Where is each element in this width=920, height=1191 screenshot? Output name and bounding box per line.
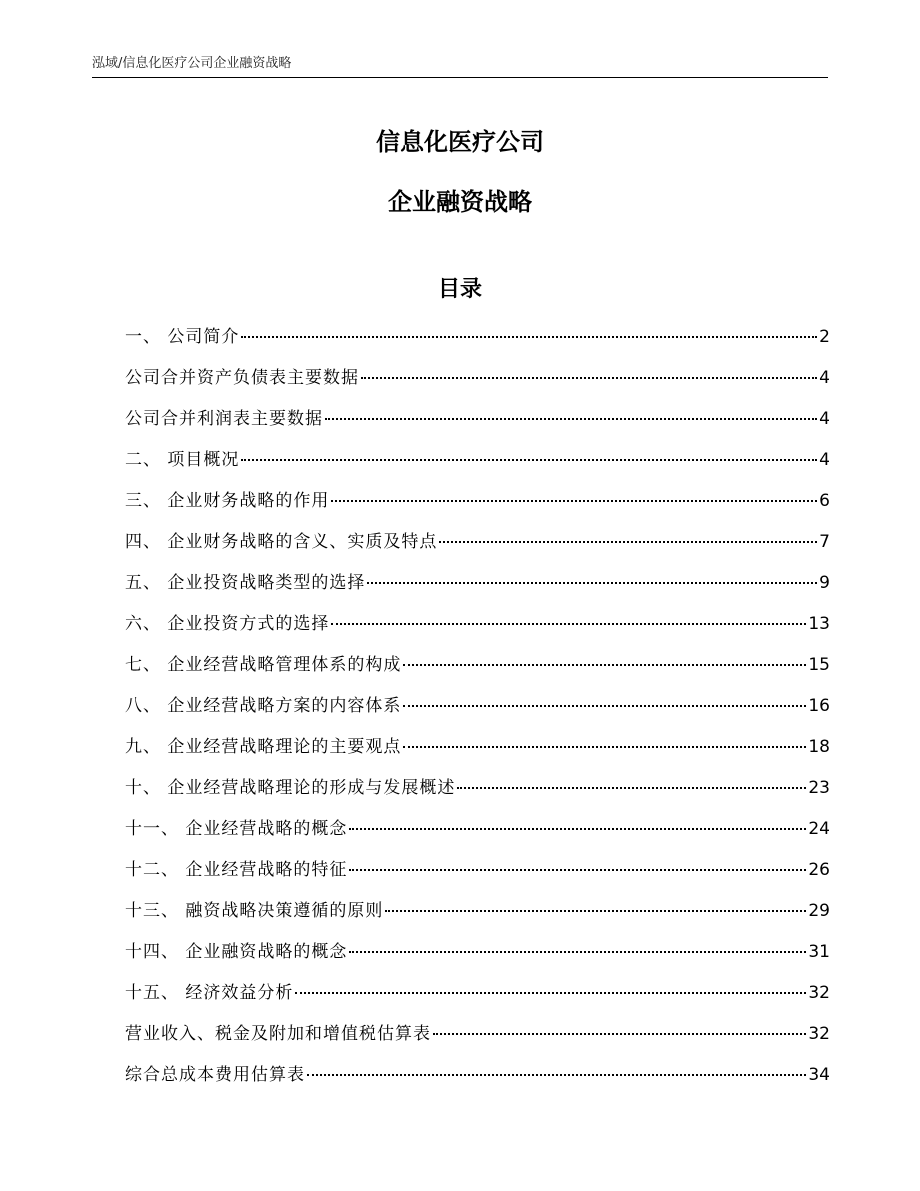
toc-entry[interactable] [125,732,830,773]
toc-leader-dots [403,705,806,707]
toc-entry-label: 五、 企业投资战略类型的选择 [125,573,366,593]
toc-leader-dots [385,910,806,912]
toc-entry-page: 16 [808,696,830,716]
toc-entry-label: 营业收入、税金及附加和增值税估算表 [125,1024,431,1044]
toc-leader-dots [433,1033,806,1035]
toc-entry[interactable] [125,773,830,814]
toc-entry[interactable] [125,814,830,855]
toc-entry-page: 24 [808,819,830,839]
toc-entry[interactable] [125,1060,830,1101]
toc-leader-dots [307,1074,806,1076]
toc-leader-dots [241,336,817,338]
toc-entry-page: 23 [808,778,830,798]
toc-entry[interactable] [125,609,830,650]
toc-entry-label: 六、 企业投资方式的选择 [125,614,330,634]
toc-entry-page: 9 [819,573,830,593]
toc-entry[interactable] [125,568,830,609]
document-title: 信息化医疗公司 [376,128,544,156]
toc-entry-label: 二、 项目概况 [125,450,240,470]
toc-entry-label: 综合总成本费用估算表 [125,1065,305,1085]
toc-entry-page: 2 [819,327,830,347]
toc-entry-page: 26 [808,860,830,880]
toc-leader-dots [403,746,806,748]
toc-leader-dots [439,541,817,543]
toc-entry-page: 32 [808,983,830,1003]
toc-entry-label: 十五、 经济效益分析 [125,983,294,1003]
toc-entry[interactable] [125,691,830,732]
toc-leader-dots [349,828,806,830]
toc-entry[interactable] [125,322,830,363]
toc-entry-page: 18 [808,737,830,757]
toc-entry-label: 十三、 融资战略决策遵循的原则 [125,901,384,921]
toc-leader-dots [349,951,806,953]
toc-leader-dots [331,623,806,625]
toc-entry[interactable] [125,937,830,978]
toc-entry[interactable] [125,404,830,445]
toc-entry-page: 4 [819,409,830,429]
toc-entry[interactable] [125,527,830,568]
toc-entry-label: 八、 企业经营战略方案的内容体系 [125,696,402,716]
toc-entry-page: 4 [819,368,830,388]
toc-entry[interactable] [125,445,830,486]
toc-entry-label: 十四、 企业融资战略的概念 [125,942,348,962]
toc-entry[interactable] [125,1019,830,1060]
document-subtitle: 企业融资战略 [388,188,532,216]
toc-entry[interactable] [125,978,830,1019]
toc-entry[interactable] [125,363,830,404]
toc-entry-page: 7 [819,532,830,552]
toc-leader-dots [349,869,806,871]
toc-entry-page: 4 [819,450,830,470]
toc-entry[interactable] [125,855,830,896]
toc-entry[interactable] [125,650,830,691]
toc-entry-page: 31 [808,942,830,962]
toc-leader-dots [457,787,806,789]
toc-leader-dots [361,377,817,379]
toc-entry-label: 一、 公司简介 [125,327,240,347]
table-of-contents [125,322,830,1101]
toc-entry-label: 七、 企业经营战略管理体系的构成 [125,655,402,675]
toc-leader-dots [403,664,806,666]
toc-entry-label: 十一、 企业经营战略的概念 [125,819,348,839]
toc-entry-label: 十二、 企业经营战略的特征 [125,860,348,880]
toc-entry-label: 十、 企业经营战略理论的形成与发展概述 [125,778,456,798]
toc-leader-dots [331,500,817,502]
toc-entry-page: 6 [819,491,830,511]
toc-leader-dots [295,992,806,994]
toc-entry[interactable] [125,896,830,937]
page-header: 泓域/信息化医疗公司企业融资战略 [92,52,828,78]
toc-leader-dots [241,459,817,461]
toc-entry-page: 32 [808,1024,830,1044]
toc-leader-dots [367,582,817,584]
toc-entry-page: 13 [808,614,830,634]
toc-entry-label: 四、 企业财务战略的含义、实质及特点 [125,532,438,552]
toc-entry-page: 29 [808,901,830,921]
toc-entry-page: 15 [808,655,830,675]
toc-entry[interactable] [125,486,830,527]
toc-entry-label: 九、 企业经营战略理论的主要观点 [125,737,402,757]
toc-entry-page: 34 [808,1065,830,1085]
toc-entry-label: 公司合并利润表主要数据 [125,409,323,429]
toc-entry-label: 公司合并资产负债表主要数据 [125,368,359,388]
toc-entry-label: 三、 企业财务战略的作用 [125,491,330,511]
toc-heading: 目录 [437,277,482,302]
toc-leader-dots [325,418,817,420]
